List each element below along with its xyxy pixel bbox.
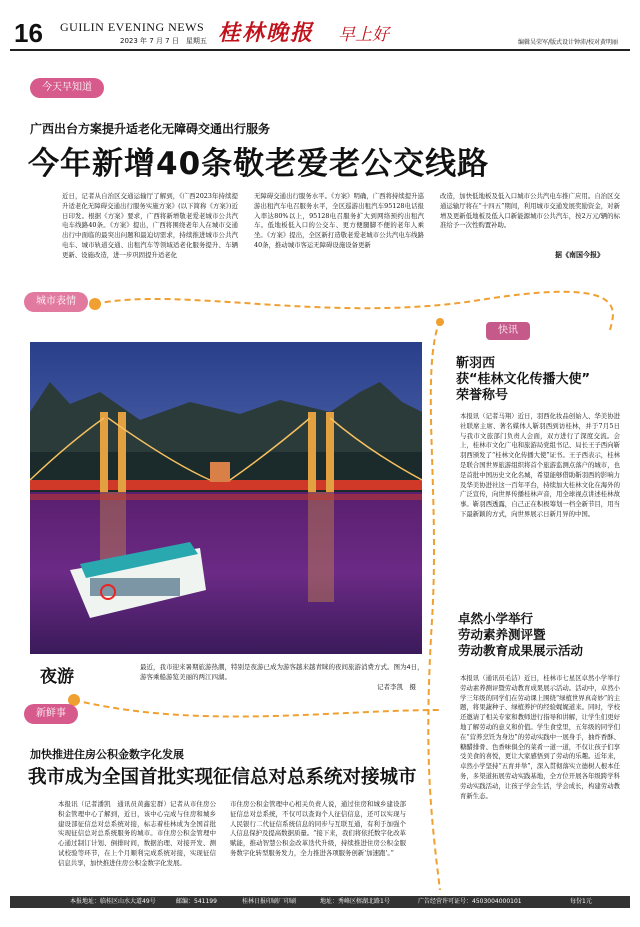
footer-address: 本报地址：临桂区山水大道49号 [70,898,156,905]
column-name: 早上好 [338,25,389,45]
footer-bar [10,896,630,908]
bottom-column-1: 本报讯（记者潘凯 通讯员黄鑫宏群）记者从市住房公积金管理中心了解到，近日，该中心完成与住房和城乡建设部征信总对总系统对接，标志着桂林成为全国首批实现征信总对总系统服务的城市。市住房公积金管理中心通过制订计划、倒排时间，数据治理、对接开发、测试校验等环节，在上个月顺利完成系统对接，实现征信信息共享，加快推进住房公积金数字化发展。 [58,800,216,867]
paper-logo: 桂林晚报 [218,20,315,46]
footer-license: 广告经营许可证号：4503004000101 [418,898,522,905]
lead-source: 据《南国今报》 [555,250,604,259]
story2-body: 本报讯（通讯员毛洁）近日，桂林市七星区卓然小学举行劳动素养测评暨劳动教育成果展示活动。活动中，卓然小学三年级的同学们在劳动课上围绕“绿植世界真奇妙”的主题，将果蔬种子、绿植养护的经验娓娓道来。同时，学校还邀请了相关专家和教师进行指导和讲解，让学生们更好地了解劳动的意义和价值。学生食堂里，五年级的同学们在“营养烹饪为身边”的劳动实践中一展身手，抽炸香酥、糖醋排骨、色香味俱全的菜肴一道一道，不仅让孩子们享受美食的喜悦，更让大家感悟到了劳动的乐趣。近年来，卓然小学坚持“五育并举”，深入贯彻落实立德树人根本任务，多渠道拓展劳动实践基地，全方位开展各年级跨学科劳动实践活动，让孩子学会生活，学会成长，构建劳动教育新生态。 [460,674,620,800]
section-tag-today: 今天早知道 [30,78,104,98]
photo-credit: 记者李凯 摄 [377,683,416,691]
photo-caption [140,662,426,692]
story1-body: 本报讯（记者马翔）近日，羽西化妆品创始人、华美协进社联席主席、著名媒体人靳羽西到访桂林，并于7月5日与我市文旅部门负责人会面，双方进行了深度交流。会上，桂林市文化广电和旅游局党组书记、局长王子西向靳羽西颁发了“桂林文化传播大使”证书。王子西表示，桂林是联合国世界旅游组织将首个旅游监测点落户的城市，也是首批中国历史文化名城，希望能够借助靳羽西的影响力及华美协进社这一百年平台，持续加大桂林文化在海外的广泛宣传，向世界传播桂林声音，用全球视点讲述桂林故事。靳羽西透露，自己正在积极筹划一档全新节目，用当下最新颖的方式，向世界展示日新月异的中国。 [460,412,620,518]
header-divider [10,49,630,51]
footer-printer: 桂林日报印刷厂印刷 [242,898,297,905]
bottom-headline: 我市成为全国首批实现征信总对总系统对接城市 [28,767,417,788]
footer-price: 每份1元 [570,898,592,905]
lead-column-2: 无障碍交通出行服务水平。《方案》明确，广西将持续提升巡游出租汽车电召服务水平，全区巡游出租汽车95128电话报入率达80%以上，95128电召服务扩大到网络预约出租汽车。低地板低入口的公交车、更方便腿脚不便的老年人乘坐。《方案》提出，全区新打造敬老爱老城市公共汽电车线路40条，推动城市客运无障碍设施设备更新 [254,192,424,249]
section-tag-news: 新鲜事 [24,704,78,724]
section-tag-flash: 快讯 [486,322,530,340]
issue-date: 2023 年 7 月 7 日 星期五 [120,37,207,45]
lead-headline: 今年新增40条敬老爱老公交线路 [28,146,490,182]
story1-headline-line: 靳羽西 [456,356,496,371]
story1-headline-line: 获“桂林文化传播大使” [456,372,591,387]
story1-headline [456,356,590,404]
story2-headline [458,611,583,659]
story2-headline-line: 劳动素养测评暨 [458,627,546,642]
footer-postcode: 邮编：541199 [176,898,217,905]
section-tag-city: 城市表情 [24,292,88,312]
paper-name-english: GUILIN EVENING NEWS [60,20,205,34]
editor-credits: 编辑吴荣军/版式设计钟沛/校对黄明丽 [518,39,619,46]
lead-column-3: 改造，加快低地板及低入口城市公共汽电车推广应用。自治区交通运输厅将在“十四五”期间，利用城市交通发展奖励资金，对新增及更新低地板及低入口新能源城市公共汽车，按2万元/辆的标准给予一次性购置补助。 [440,192,620,230]
page-number: 16 [14,18,43,48]
story2-headline-line: 劳动教育成果展示活动 [458,643,584,658]
bottom-column-2: 市住房公积金管理中心相关负责人说，通过住房和城乡建设部征信总对总系统，不仅可以查询个人征信信息，还可以实现与人民银行二代征信系统信息的同步与互联互通，有利于加强个人信息保护及提高数据质量。“接下来，我们将依托数字化改革赋能，推动智慧公积金改革迭代升级，持续推进住房公积金服务数字化转型服务发力，全力推进各项服务创新‘加速跑’。” [230,800,406,857]
bottom-kicker: 加快推进住房公积金数字化发展 [30,748,184,761]
photo-caption-text: 最近，我市迎来暑期旅游热潮，特别是夜游已成为游客越来越青睐的夜间旅游消费方式。图为4日，游客乘船游览美丽的两江四湖。 [140,663,424,681]
lead-kicker: 广西出台方案提升适老化无障碍交通出行服务 [30,122,271,136]
night-river-photo [30,342,422,654]
story2-headline-line: 卓然小学举行 [458,611,534,626]
photo-title: 夜游 [40,667,74,687]
footer-printer-address: 地址：秀峰区榕湖北路1号 [320,898,390,905]
story1-headline-line: 荣誉称号 [456,388,509,403]
lead-column-1: 近日，记者从自治区交通运输厅了解到，《广西2023年持续提升适老化无障碍交通出行服务实施方案》(以下简称《方案》)近日印发。根据《方案》要求，广西将新增敬老爱老城市公共汽电车线路40条。《方案》提出，广西将围绕老年人在城市交通出行中面临的最突出问题和最迫切需求，持续推进城市公共汽电车、城市轨道交通、出租汽车等领域适老化服务提升、车辆更新、设施改造，进一步巩固提升适老化 [62,192,238,259]
